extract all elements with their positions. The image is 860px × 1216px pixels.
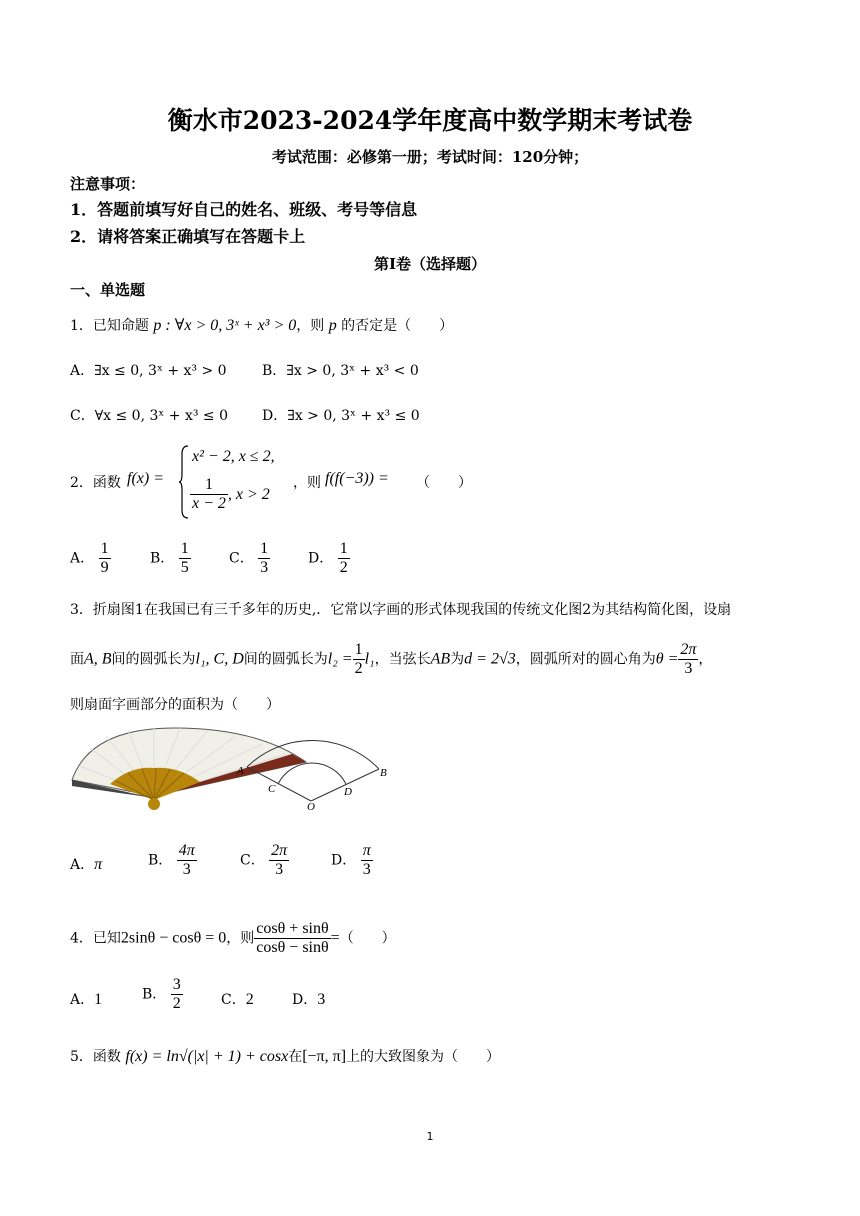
math: [−π, π]: [302, 1048, 347, 1065]
math: =: [330, 929, 340, 947]
option-label: A．: [70, 992, 95, 1008]
label-a: A: [237, 765, 244, 777]
q3-line3: 则扇面字画部分的面积为（ ）: [70, 697, 280, 713]
q4-option-c[interactable]: [221, 989, 254, 1009]
q1-suffix: 的否定是（ ）: [341, 318, 454, 334]
exam-title: 衡水市2023-2024学年度高中数学期末考试卷: [167, 106, 693, 135]
q2-case2-cond: , x > 2: [227, 486, 270, 503]
frac-den: 3: [678, 659, 698, 678]
q2-mid: ，则: [293, 475, 321, 491]
option-frac: [258, 540, 270, 577]
q2-option-a[interactable]: [70, 540, 111, 577]
frac-num: π: [362, 842, 371, 859]
frac-den: 3: [361, 860, 373, 879]
exam-subtitle: 考试范围：必修第一册；考试时间：120分钟；: [271, 148, 589, 166]
q3-option-a[interactable]: [70, 854, 102, 874]
q1-mid: ，则: [296, 318, 325, 334]
frac-den: 3: [269, 860, 289, 879]
q2-option-b[interactable]: [150, 540, 191, 577]
note-item: 2．请将答案正确填写在答题卡上: [70, 227, 306, 246]
text: （ ）: [339, 930, 396, 947]
frac: [353, 641, 365, 678]
text: 在: [288, 1049, 303, 1065]
q1-option-c[interactable]: C．∀x ≤ 0, 3ˣ + x³ ≤ 0: [70, 408, 229, 424]
option-frac: [177, 842, 197, 879]
frac-num: 3: [172, 976, 181, 993]
frac-num: 2π: [271, 842, 288, 859]
math: l₁, C, D: [195, 650, 244, 668]
frac-den: 5: [180, 559, 189, 576]
math: 2sinθ − cosθ = 0: [120, 929, 227, 947]
math: A, B: [84, 650, 112, 668]
fan-figure: [70, 726, 392, 816]
option-frac: [179, 540, 191, 577]
frac-num: 1: [260, 540, 269, 557]
text: 间的圆弧长为: [243, 651, 328, 668]
q2-math: f(f(−3)) =: [325, 470, 389, 487]
q1-option-b[interactable]: B．∃x > 0, 3ˣ + x³ < 0: [262, 363, 419, 379]
question-4-stem: [70, 920, 396, 957]
frac-num: 1: [339, 540, 348, 557]
question-1-stem: [70, 315, 453, 335]
option-frac: [99, 540, 111, 577]
question-5-stem: [70, 1046, 500, 1066]
option-label: A．: [70, 857, 95, 873]
option-label: D．: [331, 852, 357, 869]
option-frac: [338, 540, 350, 577]
frac-den: 3: [177, 860, 197, 879]
q3-line1: 3．折扇图1在我国已有三千多年的历史,．它常以字画的形式体现我国的传统文化图2为其结构简化图，设扇: [70, 602, 732, 618]
q1-option-a[interactable]: A．∃x ≤ 0, 3ˣ + x³ > 0: [70, 363, 227, 379]
option-label: B．: [148, 852, 173, 869]
label-d: D: [344, 786, 352, 798]
frac-den: 3: [260, 559, 269, 576]
option-label: D．: [292, 992, 318, 1008]
fan-photo: [72, 728, 306, 810]
q1-prefix: 1．已知命题: [70, 318, 149, 334]
text: ，则: [226, 930, 255, 947]
math: θ =: [655, 650, 679, 668]
text: ，圆弧所对的圆心角为: [515, 651, 656, 668]
q2-option-c[interactable]: [229, 540, 270, 577]
option-frac: [171, 976, 183, 1013]
option-value: π: [94, 856, 103, 873]
label-b: B: [380, 767, 387, 779]
math: l₂ =: [327, 650, 353, 668]
frac-num: 2π: [680, 641, 697, 658]
q4-option-a[interactable]: [70, 989, 102, 1009]
q3-option-d[interactable]: [331, 842, 373, 879]
q1-math: p : ∀x > 0, 3ˣ + x³ > 0: [153, 317, 297, 334]
text: 面: [70, 651, 84, 668]
q2-case1: x² − 2, x ≤ 2,: [192, 448, 275, 465]
text: 为: [450, 651, 465, 668]
q3-line2: [70, 641, 712, 678]
option-label: B．: [150, 550, 175, 567]
notes-heading: 注意事项：: [70, 175, 146, 193]
q1-var: p: [328, 317, 337, 334]
q1-option-d[interactable]: D．∃x > 0, 3ˣ + x³ ≤ 0: [262, 408, 420, 424]
math: l₁: [364, 650, 375, 668]
text: ，: [698, 651, 713, 668]
text: 上的大致图象为（ ）: [346, 1049, 501, 1065]
frac-num: 4π: [178, 842, 195, 859]
part-heading: 一、单选题: [70, 281, 146, 299]
q2-case2-frac: [190, 476, 228, 513]
option-frac: [269, 842, 289, 879]
math: AB: [430, 650, 451, 668]
frac: [678, 641, 698, 678]
volume-heading: 第Ⅰ卷（选择题）: [373, 255, 487, 273]
option-label: A．: [70, 550, 95, 567]
label-o: O: [307, 801, 315, 813]
page-number: 1: [426, 1130, 434, 1143]
q3-option-c[interactable]: [240, 842, 289, 879]
option-frac: [361, 842, 373, 879]
frac-den: cosθ − sinθ: [256, 939, 329, 956]
text: ，当弦长: [374, 651, 431, 668]
text: 5．函数: [70, 1049, 121, 1065]
note-item: 1．答题前填写好自己的姓名、班级、考号等信息: [70, 200, 418, 219]
frac-num: 1: [100, 540, 109, 557]
option-label: B．: [142, 986, 167, 1003]
q2-prefix: 2．函数: [70, 475, 121, 491]
q2-fx: f(x) =: [127, 470, 164, 487]
frac-den: 2: [172, 995, 181, 1012]
frac-den: 2: [339, 559, 348, 576]
q2-case2-den: x − 2: [192, 495, 226, 512]
q2-option-d[interactable]: [308, 540, 350, 577]
option-label: C．: [229, 550, 254, 567]
piecewise-brace: [178, 444, 190, 520]
text: 间的圆弧长为: [111, 651, 196, 668]
text: 4．已知: [70, 930, 121, 947]
frac-num: cosθ + sinθ: [256, 920, 329, 937]
q3-option-b[interactable]: [148, 842, 197, 879]
math: d = 2√3: [464, 650, 516, 668]
option-label: C．: [221, 992, 246, 1008]
frac-den: 9: [100, 559, 109, 576]
option-value: 3: [317, 991, 326, 1008]
q4-frac: [254, 920, 330, 957]
frac-num: 1: [354, 641, 363, 658]
label-c: C: [268, 783, 276, 795]
q2-suffix: （ ）: [416, 475, 472, 491]
math: f(x) = ln√(|x| + 1) + cosx: [125, 1048, 289, 1065]
frac-den: 2: [354, 660, 363, 677]
q4-option-b[interactable]: [142, 976, 183, 1013]
frac-num: 1: [180, 540, 189, 557]
q2-case2: [190, 476, 270, 513]
option-label: C．: [240, 852, 265, 869]
option-label: D．: [308, 550, 334, 567]
option-value: 2: [245, 991, 254, 1008]
option-value: 1: [94, 991, 103, 1008]
q2-case2-num: 1: [204, 476, 213, 493]
q4-option-d[interactable]: [292, 989, 325, 1009]
